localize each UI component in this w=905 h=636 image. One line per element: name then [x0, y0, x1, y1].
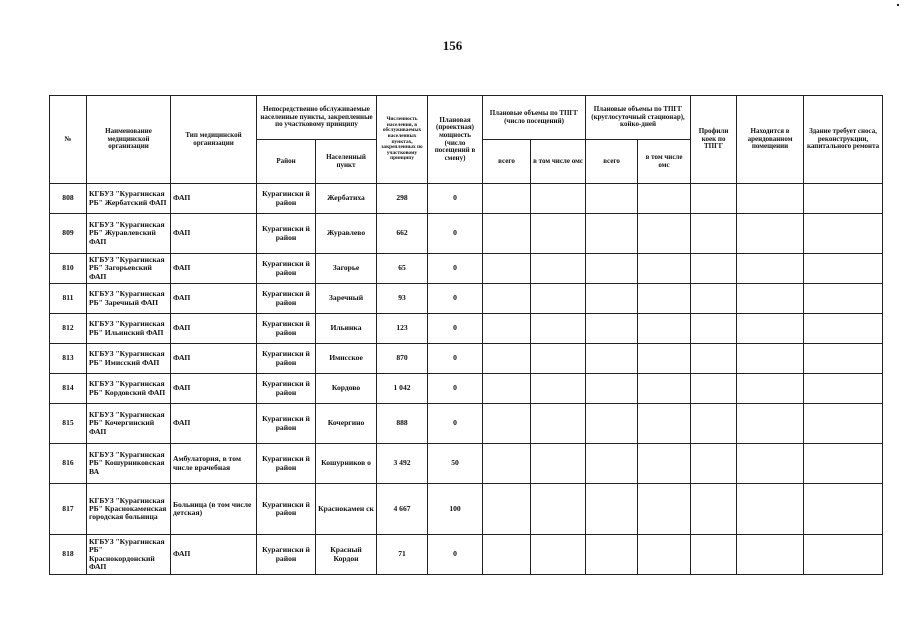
building-status-cell	[804, 404, 883, 444]
building-status-cell	[804, 314, 883, 344]
row-number-cell: 810	[50, 254, 87, 284]
org-name-cell: КГБУЗ "Курагинская РБ" Имисский ФАП	[87, 344, 171, 374]
row-number-cell: 816	[50, 444, 87, 484]
header-capacity: Плановая (проектная) мощность (число посещений в смену)	[428, 96, 483, 184]
table-row	[50, 254, 883, 284]
header-district: Район	[257, 140, 316, 184]
scan-dot	[897, 4, 899, 6]
header-org-type: Тип медицинской организации	[171, 96, 257, 184]
district-cell: Курагински й район	[257, 284, 316, 314]
header-planned-beds: Плановые объемы по ТПГГ (круглосуточный стационар), койко-дней	[586, 96, 691, 140]
population-cell: 71	[377, 535, 428, 575]
population-cell: 662	[377, 214, 428, 254]
org-type-cell: ФАП	[171, 344, 257, 374]
building-status-cell	[804, 374, 883, 404]
capacity-cell: 0	[428, 314, 483, 344]
table-row	[50, 214, 883, 254]
beds-oms-cell	[638, 404, 691, 444]
capacity-cell: 0	[428, 404, 483, 444]
org-type-cell: ФАП	[171, 214, 257, 254]
beds-total-cell	[586, 254, 638, 284]
visits-oms-cell	[531, 184, 586, 214]
visits-oms-cell	[531, 314, 586, 344]
org-name-cell: КГБУЗ "Курагинская РБ" Ильинский ФАП	[87, 314, 171, 344]
visits-oms-cell	[531, 535, 586, 575]
district-cell: Курагински й район	[257, 344, 316, 374]
rented-cell	[737, 404, 804, 444]
beds-total-cell	[586, 344, 638, 374]
locality-cell: Журавлево	[316, 214, 377, 254]
table-row	[50, 184, 883, 214]
locality-cell: Имисское	[316, 344, 377, 374]
org-type-cell: ФАП	[171, 184, 257, 214]
capacity-cell: 0	[428, 344, 483, 374]
header-planned-visits: Плановые объемы по ТПГГ (число посещений)	[483, 96, 586, 140]
org-name-cell: КГБУЗ "Курагинская РБ" Кочергинский ФАП	[87, 404, 171, 444]
building-status-cell	[804, 284, 883, 314]
population-cell: 298	[377, 184, 428, 214]
bed-profile-cell	[691, 214, 737, 254]
visits-oms-cell	[531, 214, 586, 254]
visits-oms-cell	[531, 254, 586, 284]
locality-cell: Кочергино	[316, 404, 377, 444]
bed-profile-cell	[691, 535, 737, 575]
bed-profile-cell	[691, 444, 737, 484]
district-cell: Курагински й район	[257, 535, 316, 575]
table-row	[50, 344, 883, 374]
visits-oms-cell	[531, 344, 586, 374]
population-cell: 123	[377, 314, 428, 344]
visits-total-cell	[483, 184, 531, 214]
visits-total-cell	[483, 214, 531, 254]
locality-cell: Кордово	[316, 374, 377, 404]
district-cell: Курагински й район	[257, 184, 316, 214]
beds-oms-cell	[638, 284, 691, 314]
header-row-1	[50, 96, 883, 140]
population-cell: 4 667	[377, 484, 428, 535]
header-bed-profile: Профили коек по ТПГГ	[691, 96, 737, 184]
visits-oms-cell	[531, 284, 586, 314]
capacity-cell: 0	[428, 214, 483, 254]
rented-cell	[737, 374, 804, 404]
bed-profile-cell	[691, 254, 737, 284]
rented-cell	[737, 535, 804, 575]
page-number: 156	[442, 38, 463, 53]
beds-oms-cell	[638, 535, 691, 575]
district-cell: Курагински й район	[257, 404, 316, 444]
header-population: Численность населения, в обслуживаемых населенных пунктах, закрепленных по участковому принципу	[377, 96, 428, 184]
beds-total-cell	[586, 214, 638, 254]
beds-total-cell	[586, 374, 638, 404]
capacity-cell: 0	[428, 374, 483, 404]
header-building: Здание требует сноса, реконструкции, капитального ремонта	[804, 96, 883, 184]
beds-total-cell	[586, 535, 638, 575]
org-type-cell: ФАП	[171, 535, 257, 575]
org-type-cell: ФАП	[171, 374, 257, 404]
row-number-cell: 812	[50, 314, 87, 344]
beds-oms-cell	[638, 254, 691, 284]
locality-cell: Загорье	[316, 254, 377, 284]
beds-total-cell	[586, 314, 638, 344]
building-status-cell	[804, 444, 883, 484]
capacity-cell: 0	[428, 535, 483, 575]
visits-total-cell	[483, 374, 531, 404]
row-number-cell: 817	[50, 484, 87, 535]
visits-total-cell	[483, 535, 531, 575]
district-cell: Курагински й район	[257, 484, 316, 535]
beds-total-cell	[586, 184, 638, 214]
locality-cell: Ильинка	[316, 314, 377, 344]
visits-total-cell	[483, 484, 531, 535]
beds-oms-cell	[638, 484, 691, 535]
population-cell: 888	[377, 404, 428, 444]
beds-oms-cell	[638, 374, 691, 404]
org-type-cell: ФАП	[171, 284, 257, 314]
beds-oms-cell	[638, 184, 691, 214]
beds-oms-cell	[638, 344, 691, 374]
table-row	[50, 404, 883, 444]
rented-cell	[737, 484, 804, 535]
building-status-cell	[804, 254, 883, 284]
bed-profile-cell	[691, 314, 737, 344]
header-beds-total: всего	[586, 140, 638, 184]
beds-total-cell	[586, 404, 638, 444]
beds-oms-cell	[638, 214, 691, 254]
bed-profile-cell	[691, 184, 737, 214]
bed-profile-cell	[691, 484, 737, 535]
table-row	[50, 374, 883, 404]
capacity-cell: 0	[428, 254, 483, 284]
rented-cell	[737, 314, 804, 344]
visits-oms-cell	[531, 484, 586, 535]
bed-profile-cell	[691, 344, 737, 374]
locality-cell: Красный Кордон	[316, 535, 377, 575]
header-rented: Находится в арендованном помещении	[737, 96, 804, 184]
building-status-cell	[804, 535, 883, 575]
district-cell: Курагински й район	[257, 254, 316, 284]
rented-cell	[737, 214, 804, 254]
org-name-cell: КГБУЗ "Курагинская РБ" Кордовский ФАП	[87, 374, 171, 404]
district-cell: Курагински й район	[257, 314, 316, 344]
row-number-cell: 814	[50, 374, 87, 404]
org-name-cell: КГБУЗ "Курагинская РБ" Краснокордонский ФАП	[87, 535, 171, 575]
district-cell: Курагински й район	[257, 374, 316, 404]
header-locality: Населенный пункт	[316, 140, 377, 184]
beds-oms-cell	[638, 314, 691, 344]
header-num: №	[50, 96, 87, 184]
header-org-name: Наименование медицинской организации	[87, 96, 171, 184]
population-cell: 1 042	[377, 374, 428, 404]
building-status-cell	[804, 214, 883, 254]
visits-total-cell	[483, 344, 531, 374]
table-row	[50, 314, 883, 344]
capacity-cell: 0	[428, 184, 483, 214]
visits-total-cell	[483, 284, 531, 314]
row-number-cell: 813	[50, 344, 87, 374]
org-name-cell: КГБУЗ "Курагинская РБ" Краснокаменская городская больница	[87, 484, 171, 535]
district-cell: Курагински й район	[257, 214, 316, 254]
table-row	[50, 535, 883, 575]
row-number-cell: 811	[50, 284, 87, 314]
header-visits-total: всего	[483, 140, 531, 184]
table-row	[50, 444, 883, 484]
population-cell: 870	[377, 344, 428, 374]
locality-cell: Заречный	[316, 284, 377, 314]
org-type-cell: ФАП	[171, 254, 257, 284]
beds-oms-cell	[638, 444, 691, 484]
header-beds-oms: в том числе омс	[638, 140, 691, 184]
capacity-cell: 50	[428, 444, 483, 484]
building-status-cell	[804, 344, 883, 374]
building-status-cell	[804, 184, 883, 214]
locality-cell: Краснокамен ск	[316, 484, 377, 535]
table-row	[50, 484, 883, 535]
row-number-cell: 808	[50, 184, 87, 214]
population-cell: 3 492	[377, 444, 428, 484]
visits-total-cell	[483, 314, 531, 344]
org-name-cell: КГБУЗ "Курагинская РБ" Загорьевский ФАП	[87, 254, 171, 284]
beds-total-cell	[586, 484, 638, 535]
locality-cell: Жербатиха	[316, 184, 377, 214]
rented-cell	[737, 284, 804, 314]
table-row	[50, 284, 883, 314]
bed-profile-cell	[691, 374, 737, 404]
population-cell: 93	[377, 284, 428, 314]
capacity-cell: 0	[428, 284, 483, 314]
locality-cell: Кошурников о	[316, 444, 377, 484]
header-served-points: Непосредственно обслуживаемые населенные пункты, закрепленные по участковому принципу	[257, 96, 377, 140]
org-type-cell: ФАП	[171, 314, 257, 344]
population-cell: 65	[377, 254, 428, 284]
org-type-cell: ФАП	[171, 404, 257, 444]
org-type-cell: Амбулатория, в том числе врачебная	[171, 444, 257, 484]
facilities-table	[49, 95, 883, 575]
rented-cell	[737, 254, 804, 284]
rented-cell	[737, 184, 804, 214]
header-visits-oms: в том числе омс	[531, 140, 586, 184]
bed-profile-cell	[691, 404, 737, 444]
org-name-cell: КГБУЗ "Курагинская РБ" Жербатский ФАП	[87, 184, 171, 214]
beds-total-cell	[586, 284, 638, 314]
visits-total-cell	[483, 404, 531, 444]
district-cell: Курагински й район	[257, 444, 316, 484]
visits-total-cell	[483, 444, 531, 484]
building-status-cell	[804, 484, 883, 535]
visits-oms-cell	[531, 404, 586, 444]
org-type-cell: Больница (в том числе детская)	[171, 484, 257, 535]
rented-cell	[737, 444, 804, 484]
visits-oms-cell	[531, 444, 586, 484]
visits-oms-cell	[531, 374, 586, 404]
rented-cell	[737, 344, 804, 374]
beds-total-cell	[586, 444, 638, 484]
row-number-cell: 815	[50, 404, 87, 444]
org-name-cell: КГБУЗ "Курагинская РБ" Журавлевский ФАП	[87, 214, 171, 254]
visits-total-cell	[483, 254, 531, 284]
row-number-cell: 809	[50, 214, 87, 254]
bed-profile-cell	[691, 284, 737, 314]
org-name-cell: КГБУЗ "Курагинская РБ" Кошурниковская ВА	[87, 444, 171, 484]
capacity-cell: 100	[428, 484, 483, 535]
org-name-cell: КГБУЗ "Курагинская РБ" Заречный ФАП	[87, 284, 171, 314]
row-number-cell: 818	[50, 535, 87, 575]
